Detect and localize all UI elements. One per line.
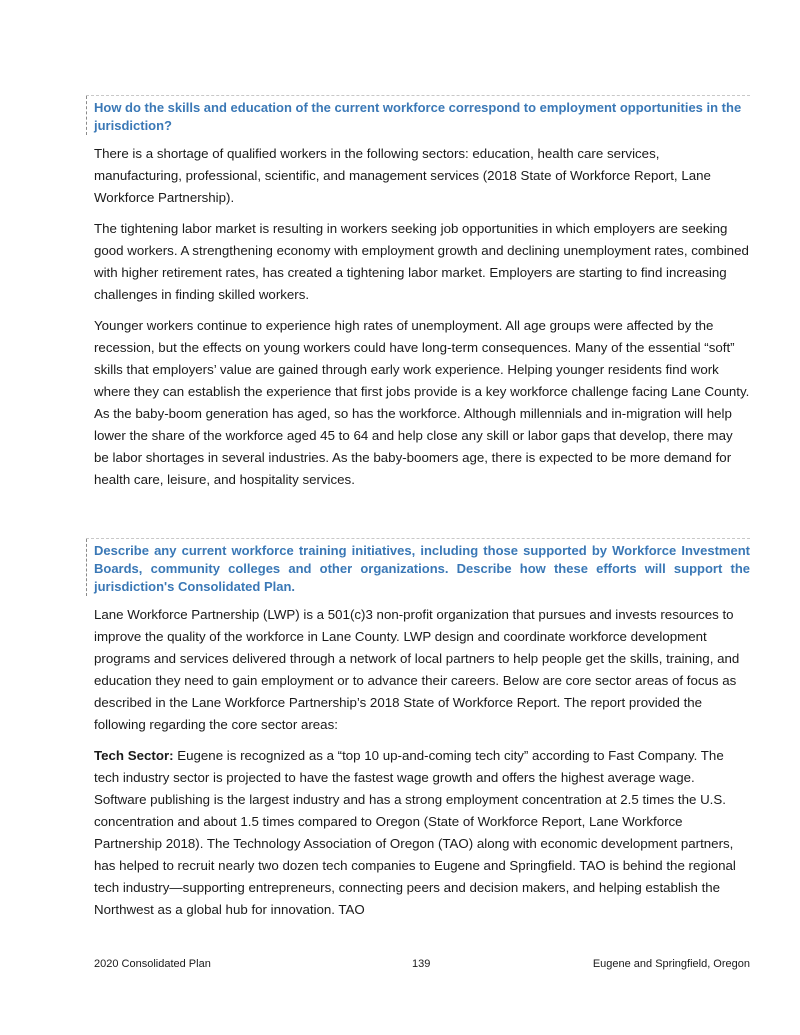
tech-sector-paragraph: [86, 745, 750, 921]
footer-page-number: 139: [412, 958, 431, 970]
tech-sector-label: Tech Sector:: [94, 748, 174, 763]
paragraph: There is a shortage of qualified workers in the following sectors: education, health care services, manufacturing, professional, scientific, and management services (2018 State of Workforce Report, Lane Workforce Partnership).: [94, 146, 711, 205]
question-text: Describe any current workforce training initiatives, including those supported by Workforce Investment Boards, community colleges and other organizations. Describe how these efforts will support the jurisdiction's Consolidated Plan.: [94, 543, 750, 594]
tech-sector-text: Eugene is recognized as a “top 10 up-and-coming tech city” according to Fast Company. The tech industry sector is projected to have the fastest wage growth and offers the highest average wage. Software publishing is the largest industry and has a strong employment concentration at 2.5 times the U.S. concentration and about 1.5 times compared to Oregon (State of Workforce Report, Lane Workforce Partnership 2018). The Technology Association of Oregon (TAO) along with economic development partners, has helped to recruit nearly two dozen tech companies to Eugene and Springfield. TAO is behind the regional tech industry—supporting entrepreneurs, connecting peers and decision makers, and helping establish the Northwest as a global hub for innovation. TAO: [94, 748, 736, 917]
footer-document-title: 2020 Consolidated Plan: [94, 958, 211, 970]
paragraph: Lane Workforce Partnership (LWP) is a 501(c)3 non-profit organization that pursues and invests resources to improve the quality of the workforce in Lane County. LWP design and coordinate workforce development programs and services delivered through a network of local partners to help people get the skills, training, and education they need to gain employment or to advance their careers. Below are core sector areas of focus as described in the Lane Workforce Partnership’s 2018 State of Workforce Report. The report provided the following regarding the core sector areas:: [94, 607, 740, 732]
question-text: How do the skills and education of the current workforce correspond to employment opportunities in the jurisdiction?: [94, 100, 742, 133]
section-question: [86, 96, 750, 135]
footer-jurisdiction: Eugene and Springfield, Oregon: [592, 958, 750, 970]
paragraph: Younger workers continue to experience high rates of unemployment. All age groups were affected by the recession, but the effects on young workers could have long-term consequences. Many of the essential “soft” skills that employers’ value are gained through early work experience. Helping younger residents find work where they can establish the experience that first jobs provide is a key workforce challenge facing Lane County. As the baby-boom generation has aged, so has the workforce. Although millennials and in-migration will help lower the share of the workforce aged 45 to 64 and help close any skill or labor gaps that develop, there may be labor shortages in several industries. As the baby-boomers age, there is expected to be more demand for health care, leisure, and hospitality services.: [94, 318, 750, 487]
paragraph: The tightening labor market is resulting in workers seeking job opportunities in which employers are seeking good workers. A strengthening economy with employment growth and declining unemployment rates, combined with higher retirement rates, has created a tightening labor market. Employers are starting to find increasing challenges in finding skilled workers.: [94, 221, 749, 302]
section-question: [86, 539, 750, 596]
section-skills-education: [86, 95, 750, 491]
section-workforce-training: [86, 538, 750, 921]
